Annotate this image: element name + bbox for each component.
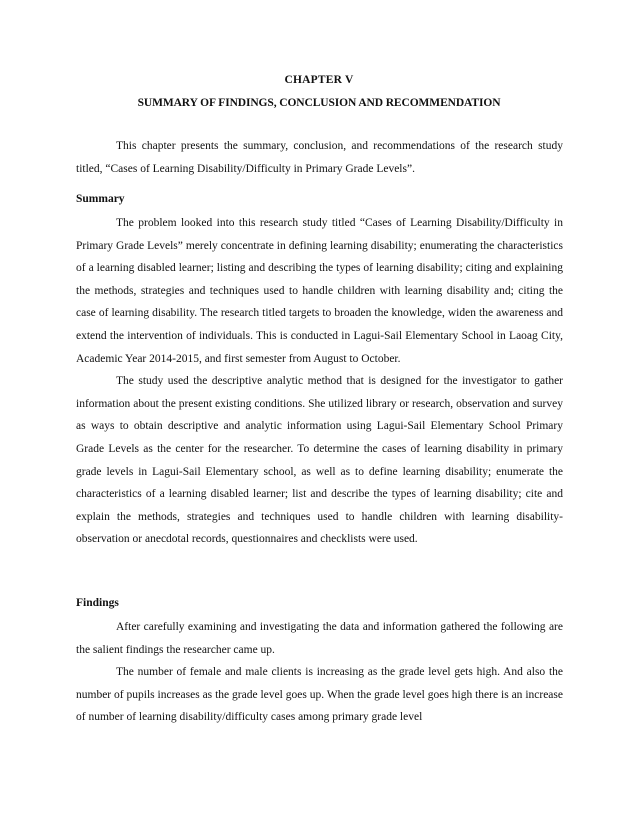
summary-paragraph-2: The study used the descriptive analytic method that is designed for the investigator to gather information about the present existing conditions. She utilized library or research, observation and survey as ways to obtain descriptive and analytic information using Lagui-Sail Elementary School Primary Grade Levels as the center for the researcher. To determine the cases of learning disability in primary grade levels in Lagui-Sail Elementary school, as well as to define learning disability; enumerate the characteristics of a learning disabled learner; list and describe the types of learning disability; cite and explain the methods, strategies and techniques used to handle children with learning disability- observation or anecdotal records, questionnaires and checklists were used. <box>76 375 563 546</box>
findings-heading: Findings <box>76 597 119 609</box>
findings-paragraph-2: The number of female and male clients is increasing as the grade level gets high. And also the number of pupils increases as the grade level goes up. When the grade level goes high there is an increase of number of learning disability/difficulty cases among primary grade level <box>76 666 563 724</box>
intro-paragraph: This chapter presents the summary, conclusion, and recommendations of the research study titled, “Cases of Learning Disability/Difficulty in Primary Grade Levels”. <box>76 140 563 175</box>
chapter-title: SUMMARY OF FINDINGS, CONCLUSION AND RECOMMENDATION <box>137 97 501 109</box>
findings-section <box>76 616 563 729</box>
summary-paragraph-1: The problem looked into this research study titled “Cases of Learning Disability/Difficulty in Primary Grade Levels” merely concentrate in defining learning disability; enumerating the characteristics of a learning disabled learner; listing and describing the types of learning disability; citing and explaining the methods, strategies and techniques used to handle children with learning disability and; citing the case of learning disability. The research titled targets to broaden the knowledge, widen the awareness and extend the intervention of individuals. This is conducted in Lagui-Sail Elementary School in Laoag City, Academic Year 2014-2015, and first semester from August to October. <box>76 217 563 365</box>
summary-heading: Summary <box>76 193 125 205</box>
intro-section <box>76 135 563 180</box>
summary-section <box>76 212 563 551</box>
chapter-heading: CHAPTER V <box>284 74 354 86</box>
findings-paragraph-1: After carefully examining and investigating the data and information gathered the following are the salient findings the researcher came up. <box>76 621 563 656</box>
